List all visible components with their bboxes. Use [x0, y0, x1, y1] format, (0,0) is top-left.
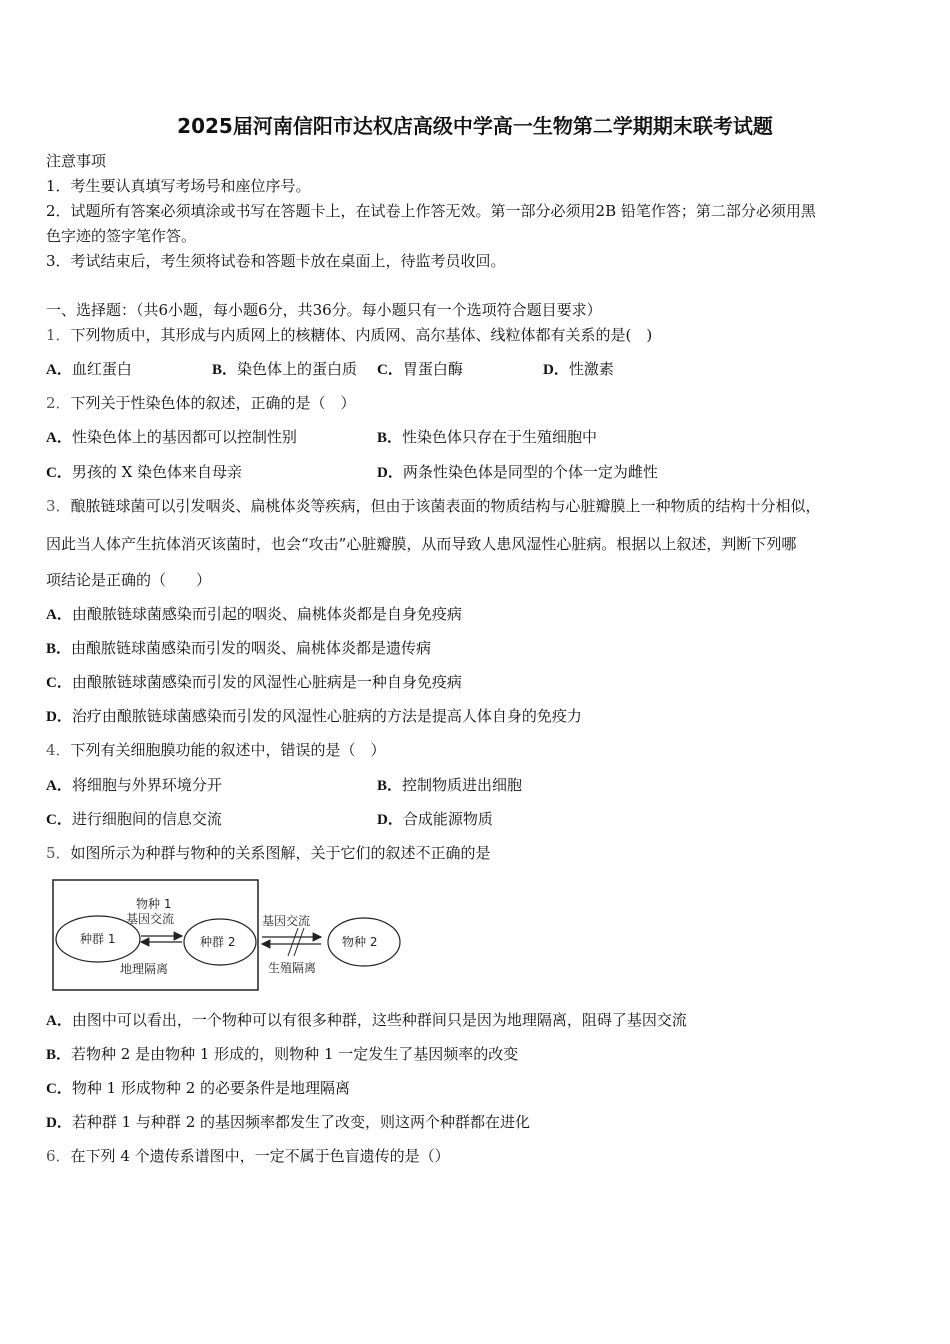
block-slash-2 [294, 928, 304, 956]
section-heading: 一、选择题：（共6小题，每小题6分，共36分。每小题只有一个选项符合题目要求） [46, 301, 602, 319]
question-stem-line: 项结论是正确的（ ） [46, 571, 212, 589]
species-2-label: 物种 2 [342, 935, 378, 949]
question-1 [46, 325, 652, 345]
q4-option-a[interactable]: A．将细胞与外界环境分开 [46, 776, 222, 794]
notice-item: 1．考生要认真填写考场号和座位序号。 [46, 177, 311, 195]
q5-option-b[interactable]: B．若物种 2 是由物种 1 形成的，则物种 1 一定发生了基因频率的改变 [46, 1045, 519, 1063]
population-1-label: 种群 1 [80, 932, 116, 946]
question-3 [46, 496, 821, 516]
question-number: 3． [46, 497, 71, 515]
q3-option-b[interactable]: B．由酿脓链球菌感染而引发的咽炎、扁桃体炎都是遗传病 [46, 639, 432, 657]
block-slash-1 [288, 928, 298, 956]
species-1-label: 物种 1 [136, 897, 172, 911]
question-stem-line: 因此当人体产生抗体消灭该菌时，也会“攻击”心脏瓣膜，从而导致人患风湿性心脏病。根据以上叙述，判断下列哪 [46, 535, 797, 553]
q5-option-c[interactable]: C．物种 1 形成物种 2 的必要条件是地理隔离 [46, 1079, 351, 1097]
q4-option-c[interactable]: C．进行细胞间的信息交流 [46, 810, 222, 828]
gene-flow-label: 基因交流 [126, 912, 175, 926]
notice-item: 3．考试结束后，考生须将试卷和答题卡放在桌面上，待监考员收回。 [46, 252, 506, 270]
question-stem: 下列有关细胞膜功能的叙述中，错误的是（ ） [70, 741, 386, 759]
question-stem: 酿脓链球菌可以引发咽炎、扁桃体炎等疾病，但由于该菌表面的物质结构与心脏瓣膜上一种物质的结构十分相似， [70, 497, 821, 515]
q2-option-c[interactable]: C．男孩的 X 染色体来自母亲 [46, 463, 243, 481]
q1-option-b[interactable]: B．染色体上的蛋白质 [212, 360, 358, 378]
question-5 [46, 843, 491, 863]
reproductive-isolation-label: 生殖隔离 [268, 961, 317, 975]
notice-heading: 注意事项 [46, 152, 107, 170]
q1-option-a[interactable]: A．血红蛋白 [46, 360, 132, 378]
notice-item: 2．试题所有答案必须填涂或书写在答题卡上，在试卷上作答无效。第一部分必须用2B 铅笔作答；第二部分必须用黑 [46, 202, 816, 220]
q4-option-d[interactable]: D．合成能源物质 [377, 810, 493, 828]
notice-item: 色字迹的签字笔作答。 [46, 227, 197, 245]
q2-option-b[interactable]: B．性染色体只存在于生殖细胞中 [377, 428, 598, 446]
question-stem: 如图所示为种群与物种的关系图解，关于它们的叙述不正确的是 [70, 844, 491, 862]
question-stem: 在下列 4 个遗传系谱图中，一定不属于色盲遗传的是（） [70, 1147, 450, 1165]
q2-option-a[interactable]: A．性染色体上的基因都可以控制性别 [46, 428, 297, 446]
question-number: 6． [46, 1147, 71, 1165]
species-population-diagram [48, 876, 408, 994]
geographic-isolation-label: 地理隔离 [120, 962, 169, 976]
question-stem: 下列物质中，其形成与内质网上的核糖体、内质网、高尔基体、线粒体都有关系的是( ) [70, 326, 653, 344]
q1-option-d[interactable]: D．性激素 [543, 360, 614, 378]
question-number: 4． [46, 741, 71, 759]
population-2-label: 种群 2 [200, 935, 236, 949]
question-6 [46, 1146, 450, 1166]
q1-option-c[interactable]: C．胃蛋白酶 [377, 360, 463, 378]
q4-option-b[interactable]: B．控制物质进出细胞 [377, 776, 523, 794]
gene-flow-label-2: 基因交流 [262, 914, 311, 928]
question-stem: 下列关于性染色体的叙述，正确的是（ ） [70, 394, 356, 412]
q2-option-d[interactable]: D．两条性染色体是同型的个体一定为雌性 [377, 463, 658, 481]
question-number: 1． [46, 326, 71, 344]
page-title: 2025届河南信阳市达权店高级中学高一生物第二学期期末联考试题 [177, 114, 773, 138]
question-4 [46, 740, 386, 760]
q5-option-a[interactable]: A．由图中可以看出，一个物种可以有很多种群，这些种群间只是因为地理隔离，阻碍了基因交流 [46, 1011, 687, 1029]
q3-option-d[interactable]: D．治疗由酿脓链球菌感染而引发的风湿性心脏病的方法是提高人体自身的免疫力 [46, 707, 582, 725]
question-number: 2． [46, 394, 71, 412]
question-2 [46, 393, 356, 413]
q5-option-d[interactable]: D．若种群 1 与种群 2 的基因频率都发生了改变，则这两个种群都在进化 [46, 1113, 531, 1131]
q3-option-c[interactable]: C．由酿脓链球菌感染而引发的风湿性心脏病是一种自身免疫病 [46, 673, 462, 691]
question-number: 5． [46, 844, 71, 862]
q3-option-a[interactable]: A．由酿脓链球菌感染而引起的咽炎、扁桃体炎都是自身免疫病 [46, 605, 462, 623]
